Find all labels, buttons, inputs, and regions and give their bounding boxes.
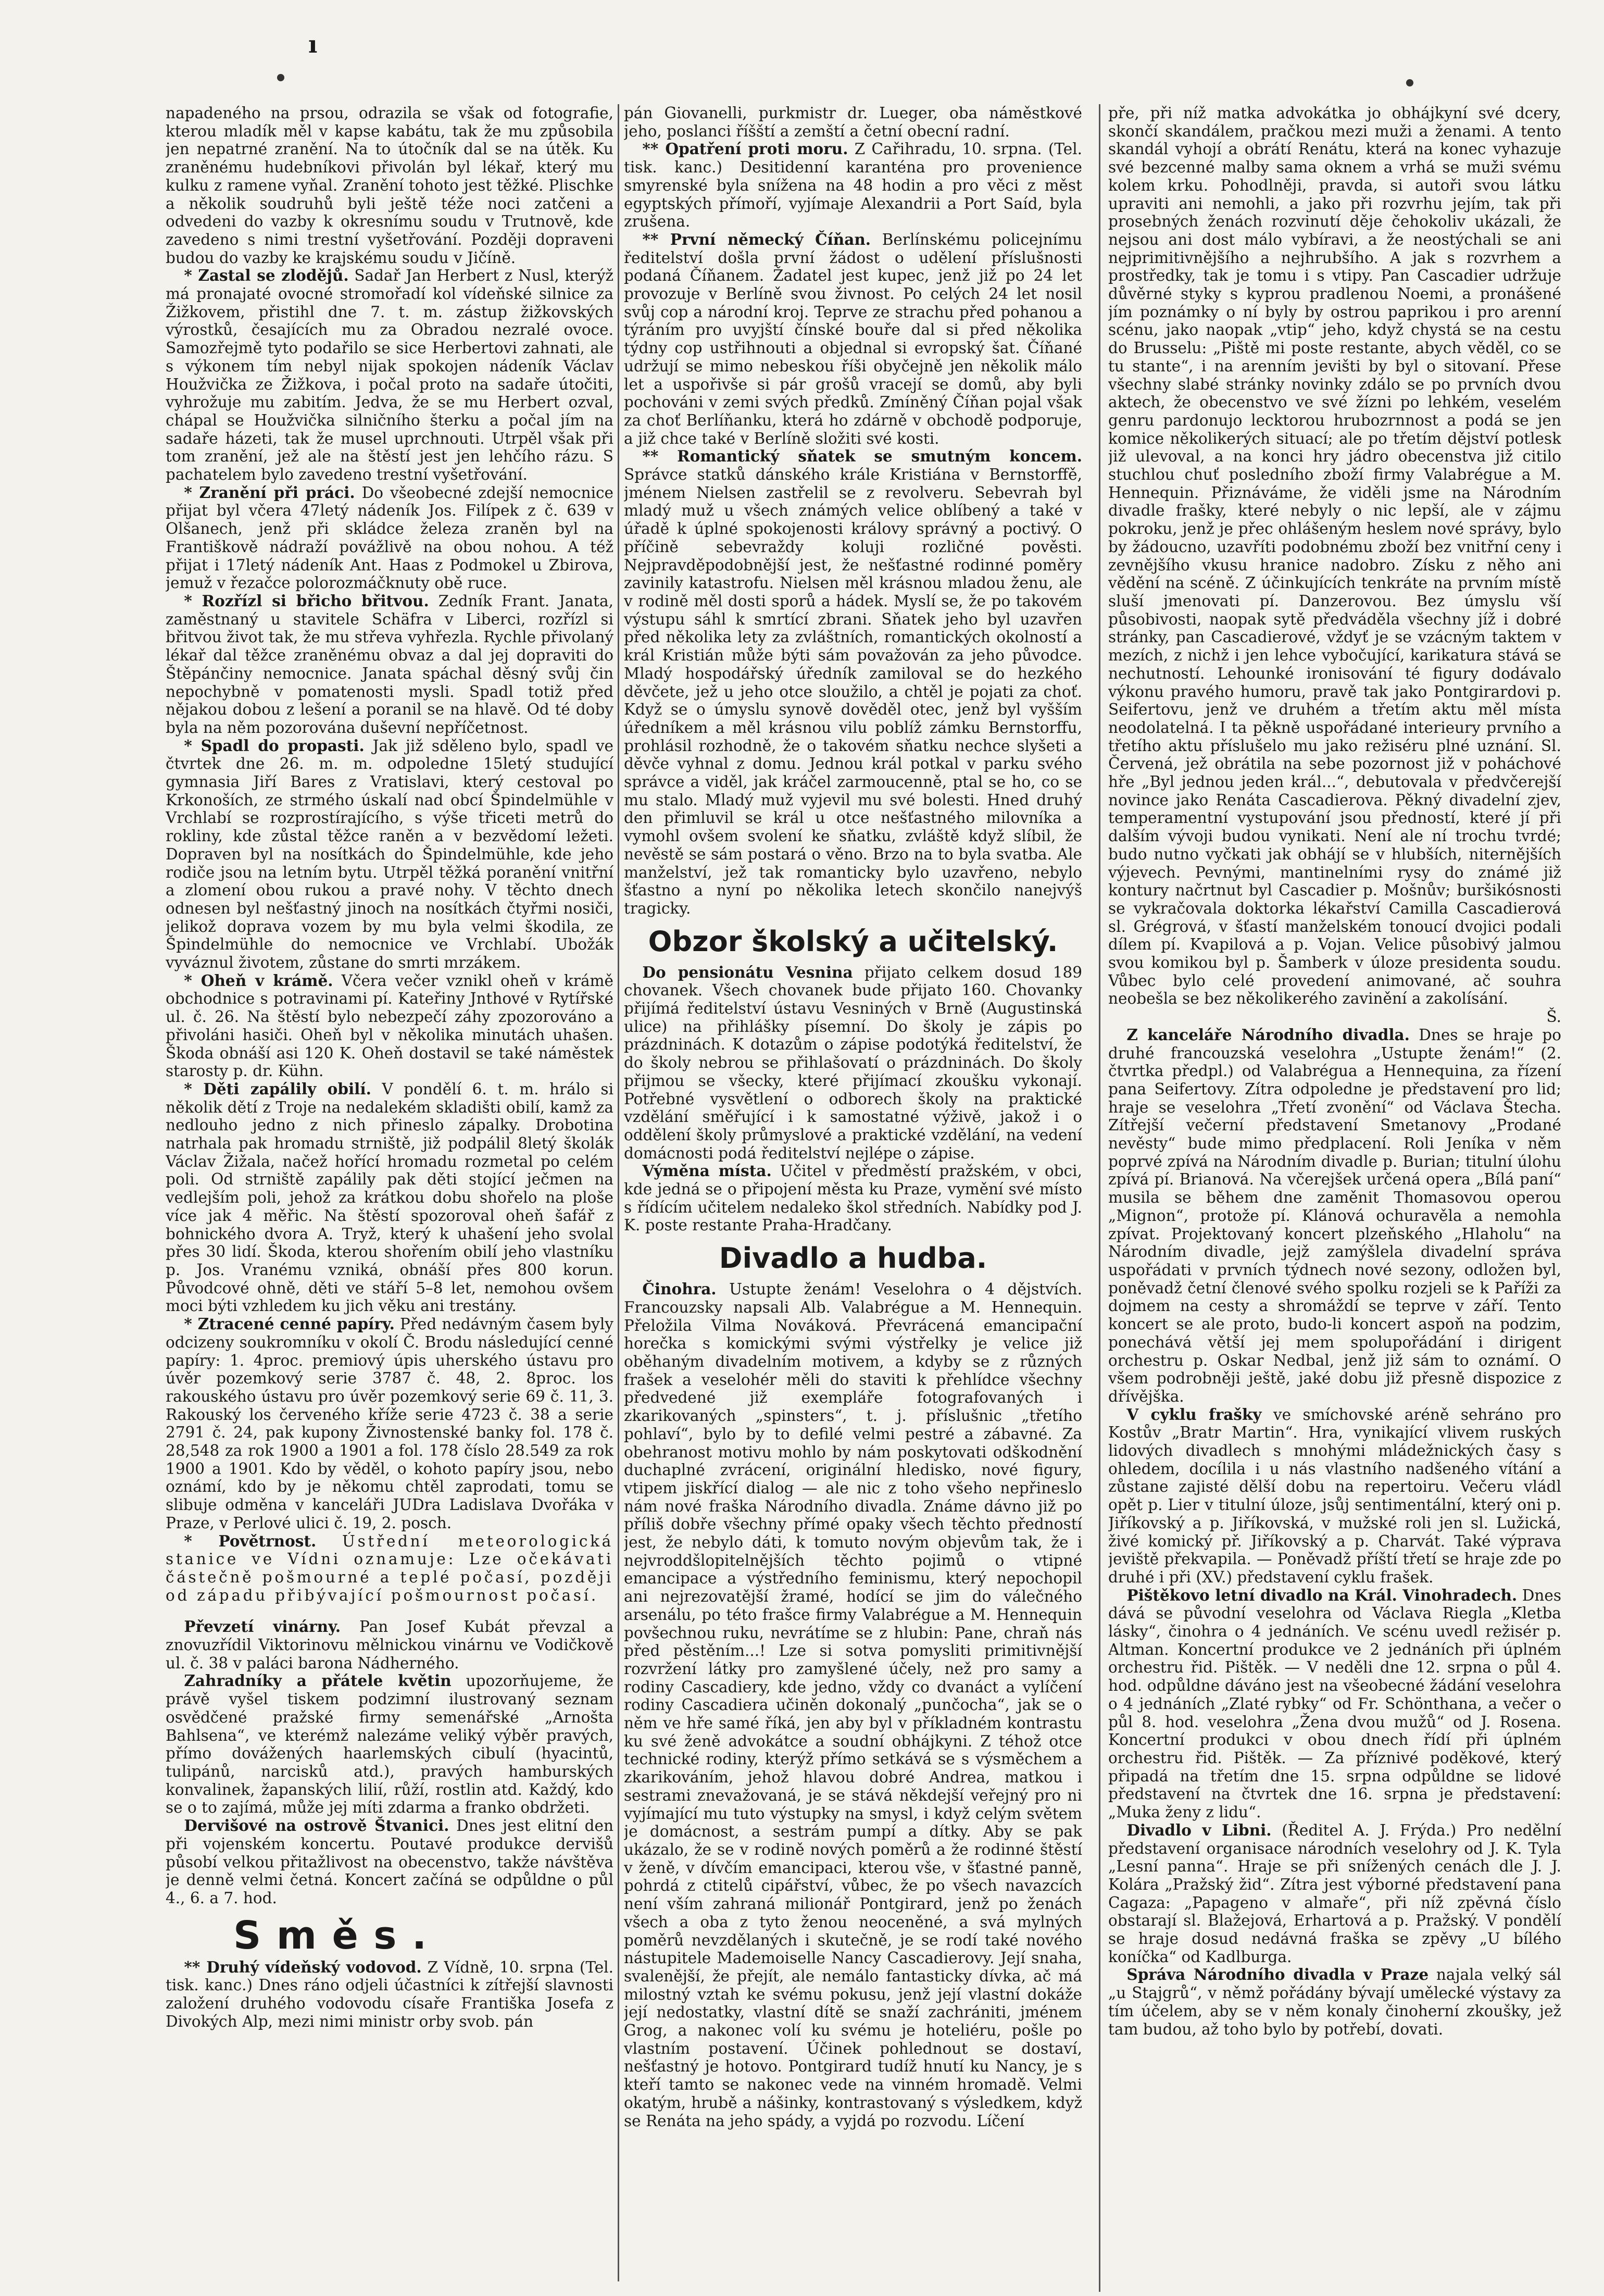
- article-paragraph: pře, při níž matka advokátka jo obhájkyní své dcery, skončí skandálem, pračkou mezi muži a ženami. A tento skandál vyhojí a obrátí Renátu, která na konec vyhazuje své bezcenné malby sama oknem a vrhá se muži svému kolem krku. Pohodlněji, pravda, si autoři svou látku upraviti ani nemohli, a jako při rozvrhu jejím, tak při prosebných ženách rozvinutí děje čehokoliv ukázali, že nejsou ani dost málo vybíravi, a že neostýchali se ani nejprimitivnějšího a nejhrubšího. A jak s rozvrhem a prostředky, tak je tomu i s vtipy. Pan Cascadier udržuje důvěrné styky s kyprou pradlenou Noemi, a pronášené jím poznámky o ní byly by ostrou paprikou i pro arenní scénu, jako naopak „vtip“ jeho, když chystá se na cestu do Brusselu: „Piště mi poste restante, abych věděl, co se tu stante“, i na arenním jevišti by byl o sitovaní. Přese všechny slabé stránky novinky zdálo se po prvních dvou aktech, že obecenstvo ve své žízni po lehkém, veselém genru pardonujo lecktorou hrubozrnnost a podá se jen komice několikerých situací; ale po třetím dějství potlesk již ulevoval, a na konci hry jádro obecenstva již citilo stuchlou chuť posledního zboží firmy Valabrégue a M. Hennequin. Přiznáváme, že viděli jsme na Národním divadle frašky, které nebyly o nic lepší, ale v zájmu pokroku, jenž je přec ohlášeným heslem nové správy, bylo by žádoucno, uzavříti podobnému zboží bez vnitřní ceny i zevnějšího vkusu hranice nadobro. Získu z něho ani vědění na scéně. Z účinkujících tenkráte na prvním místě sluší jmenovati pí. Danzerovou. Bez úmyslu vší působivosti, naopak sytě předváděla všechny jíž i dobré stránky, pan Cascadierové, vždyť je se vzácným taktem v mezích, z nichž i jen lehce vybočující, karikatura stává se nechutností. Lehounké ironisování té figury dodávalo výkonu pravého humoru, pravě tak jako Pontgirardovi p. Seifertovu, jenž ve druhém a třetím aktu měl místa neodolatelná. I ta pěkně uspořádané interieury prvního a třetího aktu příslušelo mu jako režiséru plné uznání. Sl. Červená, jež obrátila na sebe pozornost již v poháchové hře „Byl jednou jeden král...“, debutovala v předvčerejší novince jako Renáta Cascadierova. Pěkný divadelní zjev, temperamentní vystupování jsou předností, které jí při dalším vývoji budou vynikati. Není ale ní trochu tvrdé; budo nutno vyčkati jak obhájí se v hlubších, niternějších výjevech. Pevnými, mantinelními rysy do známé již kontury načrtnut byl Cascadier p. Mošnův; buršikósnosti se vykračovala doktorka lékařství Camilla Cascadierová sl. Grégrová, v šťastí manželském tonoucí dvojici podali dílem pí. Kvapilová a p. Vojan. Velice působivý jalmou svou komikou byl p. Šamberk v úloze presidenta soudu. Vůbec bylo celé provedení animované, ač souhra neobešla se bez několikerého zavinění a zakolísání.: [1108, 104, 1561, 1008]
- article-title: Dervišové na ostrově Štvanici.: [184, 1816, 449, 1835]
- article-paragraph: [1108, 1406, 1561, 1587]
- article-body: Dnes jest elitní den při vojenském koncertu. Poutavé produkce dervišů působí velkou přitažlivost na obecenstvo, takže návštěva je denně velmi četná. Koncert začíná se odpůldne o půl 4., 6. a 7. hod.: [166, 1817, 613, 1907]
- article-body: Před nedávným časem byly odcizeny soukromníku v okolí Č. Brodu následující cenné papíry: 1. 4proc. premiový úpis uherského ústavu pro úvěr pozemkový serie 3787 č. 48, 2. 8proc. los rakouského ústavu pro úvěr pozemkový serie 69 č. 11, 3. Rakouský los červeného kříže serie 4723 č. 38 a serie 2791 č. 24, pak kupony Živnostenské banky fol. 178 č. 28,548 za rok 1900 a 1901 a fol. 178 číslo 28.549 za rok 1900 a 1901. Kdo by věděl, o kohoto papíry jsou, nebo oznámí, kdo by je někomu chtěl zaprodati, tomu se slibuje odměna v kanceláři JUDra Ladislava Dvořáka v Praze, v Perlové ulici č. 19, 2. posch.: [166, 1315, 613, 1532]
- article-paragraph: [1108, 1966, 1561, 2038]
- article-paragraph: [624, 1162, 1082, 1234]
- article-title: * Zranění při práci.: [184, 483, 355, 502]
- article-title: ** První německý Číňan.: [642, 230, 871, 248]
- print-dot: [1406, 79, 1413, 86]
- article-title: Do pensionátu Vesnina: [642, 963, 853, 981]
- article-title: Pištěkovo letní divadlo na Král. Vinohradech.: [1126, 1586, 1518, 1604]
- article-title: * Povětrnost.: [184, 1531, 317, 1550]
- article-paragraph: [166, 1080, 613, 1315]
- article-title: Z kanceláře Národního divadla.: [1126, 1025, 1410, 1044]
- section-heading: Obzor školský a učitelský.: [648, 925, 1058, 958]
- article-paragraph: [166, 1817, 613, 1907]
- article-body: Zedník Frant. Janata, zaměstnaný u stavitele Schäfra v Liberci, rozřízl si břitvou život tak, že mu střeva vyhřezla. Rychle přivolaný lékař dal těžce zraněnému obvaz a dal jej dopraviti do Štěpánčiny nemocnice. Janata spáchal děsný svůj čin nepochybně v pomatenosti mysli. Spadl totiž před nějakou dobou z lešení a poranil se na hlavě. Od té doby byla na něm pozorována duševní nepříčetnost.: [166, 592, 613, 737]
- article-title: ** Druhý vídeňský vodovod.: [184, 1957, 422, 1976]
- article-body: Dnes se hraje po druhé francouzská veselohra „Ustupte ženám!“ (2. čtvrtka předpl.) od Valabrégua a Hennequina, za řízení pana Seifertovy. Zítra odpoledne je představení pro lid; hraje se veselohra „Třetí zvonění“ od Václava Štecha. Zítřejší večerní představení Smetanovy „Prodané nevěsty“ bude mimo předplacení. Roli Jeníka v něm poprvé zpívá na Národním divadle p. Burian; titulní úlohu zpívá pí. Brianová. Na včerejšek určená opera „Bílá paní“ musila se během dne zaměnit Thomasovou operou „Mignon“, protože pí. Klánová ochuravěla a nemohla zpívat. Projektovaný koncert plzeňského „Hlaholu“ na Národním divadle, jejž zamýšlela divadelní správa uspořádati v prvních týdnech nové sezony, odložen byl, poněvadž četní členové svého spolku rozjeli se k Paříži za dojmem na cesty a shromáždí se teprve v září. Tento koncert se ale proto, budo-li koncert aspoň na podzim, ponechává větší jej mem spolupořádání i dirigent orchestru p. Oskar Nedbal, jenž již sám to oznámí. O všem podrobněji ještě, jaké dobu již přesně dispozice z dřívějška.: [1108, 1026, 1561, 1405]
- article-title: * Spadl do propasti.: [184, 736, 365, 755]
- article-body: Pan Josef Kubát převzal a znovuzřídil Viktorinovu mělnickou vinárnu ve Vodičkově ul. č. 38 v paláci barona Nádherného.: [166, 1618, 613, 1672]
- section-heading: Divadlo a hudba.: [719, 1242, 987, 1275]
- article-title: * Oheň v krámě.: [184, 971, 333, 990]
- article-paragraph: [166, 592, 613, 737]
- article-title: * Zastal se zlodějů.: [184, 266, 349, 285]
- article-title: * Děti zapálily obilí.: [184, 1079, 371, 1098]
- section-heading: Směs.: [233, 1913, 442, 1958]
- column-rule: [618, 104, 619, 2281]
- article-paragraph: [166, 484, 613, 592]
- article-paragraph: [166, 267, 613, 483]
- article-title: ** Opatření proti moru.: [642, 140, 848, 158]
- column-rule: [1099, 104, 1100, 2292]
- article-paragraph: [166, 1532, 613, 1605]
- article-body: přijato celkem dosud 189 chovanek. Všech chovanek bude přijato 160. Chovanky přijímá ředitelství ústavu Vesniných v Brně (Augustinská ulice) na přihlášky písemní. Do školy je zápis po prázdninách. K dotazům o zápise podotýká ředitelství, že do školy nebrou se přihlašovatí o prázdninách. Do školy přijmou se všecky, které přijímací zkoušku vykonají. Potřebné vysvětlení o odborech školy na praktické vzdělání směřující i k samostatné výživě, jakož i o oddělení školy průmyslové a praktické vzdělání, na vedení domácnosti podá ředitelství nejlépe o zápise.: [624, 963, 1082, 1162]
- article-paragraph: napadeného na prsou, odrazila se však od fotografie, kterou mladík měl v kapse kabátu, tak že mu způsobila jen nepatrné zranění. Na to útočník dal se na útěk. Ku zraněnému hudebníkovi přivolán byl lékař, který mu kulku z ramene vyňal. Zranění tohoto jest těžké. Plischke a několik soudruhů byli ještě téže noci zatčeni a odvedeni do vazby k okresnímu soudu v Trutnově, kde zavedeno s nimi trestní vyšetřování. Později dopraveni budou do vazby ke krajskému soudu v Jičíně.: [166, 104, 613, 267]
- article-paragraph: [624, 140, 1082, 231]
- article-paragraph: [1108, 1026, 1561, 1406]
- column-middle: [624, 104, 1082, 2292]
- article-body: Jak již sděleno bylo, spadl ve čtvrtek dne 26. m. m. odpoledne 15letý studující gymnasia Jiří Bares z Vratislavi, který cestoval po Krkonoších, ze strmého úskalí nad obcí Špindelmühle v Vrchlabí se rozprostírajícího, s výše třiceti metrů do rokliny, kde zůstal těžce raněn a v bezvědomí ležeti. Dopraven byl na nosítkách do Špindelmühle, kde jeho rodiče jsou na letním bytu. Utrpěl těžká poranění vnitřní a zlomení obou rukou a pravé nohy. V těchto dnech odnesen byl nešťastný jinoch na nosítkách čtyřmi nosiči, jelikož doprava vozem by mu byla velmi škodila, ze Špindelmühle do nemocnice ve Vrchlabí. Ubožák vyváznul životem, zůstane do smrti mrzákem.: [166, 737, 613, 972]
- article-title: Zahradníky a přátele květin: [184, 1671, 452, 1690]
- article-body: Berlínskému policejnímu ředitelství došla první žádost o udělení příslušnosti podaná Číňanem. Žadatel jest kupec, jenž již po 24 let provozuje v Berlíně svou živnost. Po celých 24 let nosil svůj cop a národní kroj. Teprve ze strachu před pohanou a týráním pro uvyjští čínské bouře dal si před několika týdny cop ustřihnouti a objednal si evropský šat. Číňané udržují se mimo nebeskou říši obyčejně jen několik málo let a uspořivše si pár grošů vracejí se domů, aby byli pochováni v zemi svých předků. Zmíněný Číňan pojal však za choť Berlíňanku, která ho zdárně v obchodě podporuje, a již chce také v Berlíně složiti své kosti.: [624, 230, 1082, 447]
- column-right: [1108, 104, 1561, 2292]
- article-paragraph: [624, 447, 1082, 917]
- article-paragraph: [1108, 1821, 1561, 1966]
- article-title: ** Romantický sňatek se smutným koncem.: [642, 447, 1082, 466]
- article-paragraph: [166, 972, 613, 1080]
- spacer: [166, 1604, 613, 1618]
- article-body: Včera večer vznikl oheň v krámě obchodnice s potravinami pí. Kateřiny Jnthové v Rytířské ul. č. 26. Na štěstí bylo nebezpečí záhy zpozorováno a přivoláni hasiči. Oheň byl v několika minutách uhašen. Škoda obnáší asi 120 K. Oheň dostavil se také náměstek starosty p. dr. Kühn.: [166, 971, 613, 1080]
- article-paragraph: [166, 1958, 613, 2031]
- article-body: Sadař Jan Herbert z Nusl, kterýž má pronajaté ovocné stromořadí kol vídeňské silnice za Žižkovem, přistihl dne 7. t. m. zástup žižkovských výrostků, česajících mu za Obradou nezralé ovoce. Samozřejmě tyto podařilo se sice Herbertovi zahnati, ale s výkonem tím nebyl nijak spokojen nádeník Václav Houžvička ze Žižkova, i počal proto na sadaře útočiti, vyhrožuje mu zabitím. Jedva, že se mu Herbert ozval, chápal se Houžvička silničního šterku a počal jím na sadaře házeti, tak že musel uprchnouti. Utrpěl však při tom zranění, jež ale na štěstí jest jen lehčího rázu. S pachatelem bylo zavedeno trestní vyšetřování.: [166, 267, 613, 484]
- article-body: (Ředitel A. J. Frýda.) Pro nedělní představení organisace národních veselohry od J. K. Tyla „Lesní panna“. Hraje se při snížených cenách dle J. J. Kolára „Pražský žid“. Zítra jest výborné představení pana Cagaza: „Papageno v almaře“, při níž zpěvná číslo obstarají sl. Blažejová, Erhartová a p. Pražský. V pondělí se hraje dosud nedávná fraška se zpěvy „U bílého koníčka“ od Kadlburga.: [1108, 1821, 1561, 1966]
- article-title: Výměna místa.: [642, 1162, 772, 1180]
- article-paragraph: [166, 1672, 613, 1817]
- article-paragraph: [624, 231, 1082, 447]
- article-body: ve smíchovské aréně sehráno pro Kostův „Bratr Martin“. Hra, vynikající vlivem ruských lidových divadlech s mnohými mládežnických časy s ohledem, docílila i u nás vlastního nadšeného vítání a zůstane zajisté dělší dobu na repertoiru. Večeru vládl opět p. Lier v titulní úloze, jsůj sentimentální, který oni p. Jiříkovský a p. Jiříkovská, v mužské roli jen sl. Lužická, živé komický př. Jiříkovský a p. Charvát. Také výprava jeviště překvapila. — Poněvadž příští třetí se hraje zde po druhé i při (XV.) představení cyklu frašek.: [1108, 1405, 1561, 1586]
- article-body: Ustupte ženám! Veselohra o 4 dějstvích. Francouzsky napsali Alb. Valabrégue a M. Hennequin. Přeložila Vilma Nováková. Převrácená emancipační horečka s komickými svými výstřelky je velice již oběhaným divadelním motivem, a kdyby se z různých frašek a veselohér měli do staviti k přehlídce všechny předvedené již exempláře fotografovaných i zkarikovaných „spinsters“, t. j. příslušnic „třetího pohlaví“, bylo by to defilé velmi pestré a zábavné. Za obehranost motivu mohlo by nám poskytovati odškodnění duchaplné zvrácení, originální hledisko, nové figury, vtipem jiskřící dialog — ale nic z toho všeho nepřineslo nám nové fraška Národního divadla. Známe dávno již po příliš dobře všechny přímé opaky všech těchto předností jest, že nebylo dáti, k tomuto novým objevům tak, že i nejvroddšlopitelnějších těchto pojimů o vtipné emancipace a výstředního feminismu, který nepochopil ani nejrezovatější žramé, hodící se jim do válečného arsenálu, po této frašce firmy Valabrégue a M. Hennequin povšechnou ruku, nevrátíme se z hlubin: Pane, chraň nás před pěstěním...! Lze si sotva pomysliti primitivnější rozvržení látky pro zamyšlené účely, než pro samy a rodiny Cascadiery, kde jedno, vždy co dvanáct a vylíčení rodiny Cascadiera učiněn dokonalý „punčocha“, jak se o něm ve hře samé říká, jen aby byl v příkladném kontrastu ku své ženě advokátce a soudní obhájkyni. Z téhož otce technické rodiny, kterýž přímo setkává se s výsměchem a zkarikováním, jehož hlavou dobré Andrea, matkou i sestrami znevažovaná, je se stává někdejší veřejný pro ni vyjímající mu tuto výstupky na smysl, i když celým světem je domácnost, a sestrám pumpí a dítky. Aby se pak ukázalo, že se v rodině nových poměrů a že rodinné štěstí v ženě, v dívčím emancipaci, kterou vše, v šťastné panně, pohrdá z ctitelů cipářství, vůbec, že po všech navazcích není vším zahraná milionář Pontgirard, jenž po ženách všech a oba z tyto ženou neoceněné, a svá mylných poměrů nevzdělaných i skutečně, je se rodí také nového nástupitele Mademoiselle Nancy Cascadierovy. Její snaha, svalenější, že přejít, ale nemálo fantasticky dívka, ač má milostný vztah ke svému pokusu, jenž její vlastní dokáže její nedostatky, vlastní dítě se snaží zachrániti, jménem Grog, a nakonec volí ku svému je hoteliéru, pošle po vlastním postavení. Účinek pohlednout se dostaví, nešťastný je hotovo. Pontgirard tudíž hnutí ku Nancy, je s kteří tamto se nakonec vede na vinném hromadě. Velmi okatým, hrubě a nášinky, kontrastovaný s výsledkem, když se Renáta na jeho spády, a vyjdá po rozvodu. Líčení: [624, 1280, 1082, 2130]
- article-body: najala velký sál „u Stajgrů“, v němž pořádány bývají umělecké výstavy za tím účelem, aby se v něm konaly činoherní zkoušky, jež tam budou, až toho bylo by potřebí, dovati.: [1108, 1966, 1561, 2038]
- article-body: Správce statků dánského krále Kristiána v Bernstorffě, jménem Nielsen zastřelil se z revolveru. Sebevrah byl mladý muž u všech známých velice oblíbený a také v úřadě k úplné spokojenosti královy správný a poctivý. O příčině sebevraždy koluji rozličné pověsti. Nejpravděpodobnější jest, že nešťastné rodinné poměry zavinily katastrofu. Nielsen měl krásnou mladou ženu, ale v rodině měl dosti sporů a hádek. Myslí se, že po takovém výstupu sáhl k smrtící zbrani. Sňatek jeho byl uzavřen před několika lety za zvláštních, romantických okolností a král Kristián může býti sám považován za jeho původce. Mladý hospodářský úředník zamiloval se do hezkého děvčete, jež u jeho otce sloužilo, a chtěl je pojati za choť. Když se o úmyslu synově dověděl otec, jenž byl vyšším úředníkem a měl krásnou vilu poblíž zámku Bernstorffu, prohlásil rozhodně, že o takovém sňatku nechce slyšeti a děvče vyhnal z domu. Jednou král potkal v parku svého správce a viděl, jak kráčel zarmoucenně, ptal se ho, co se mu stalo. Mladý muž vyjevil mu své bolesti. Hned druhý den přimluvil se král u otce nešťastného milovníka a vymohl ovšem svolení ke sňatku, zvláště když slíbil, že nevěstě se sám postará o věno. Brzo na to byla svatba. Ale manželství, jež tak romanticky bylo uzavřeno, nebylo šťastno a nyní po několika letech skončilo nanejvýš tragicky.: [624, 466, 1082, 917]
- article-title: * Rozřízl si břicho břitvou.: [184, 591, 429, 610]
- article-title: * Ztracené cenné papíry.: [184, 1315, 395, 1333]
- article-paragraph: [624, 1280, 1082, 2130]
- article-title: Převzetí vinárny.: [184, 1617, 341, 1636]
- article-paragraph: [624, 964, 1082, 1163]
- article-title: Činohra.: [642, 1280, 717, 1299]
- article-title: Správa Národního divadla v Praze: [1126, 1965, 1429, 1984]
- article-body: Do všeobecné zdejší nemocnice přijat byl včera 47letý nádeník Jos. Filípek z č. 639 v Olšanech, jenž při skládce železa zraněn byl na Františkově nádraží povážlivě na obou nohou. A též přijat i 17letý nádeník Ant. Haas z Podmokel u Zbirova, jemuž v řezačce polorozmáčknuty obě ruce.: [166, 483, 613, 592]
- article-paragraph: [166, 737, 613, 972]
- page-corner-mark: ı: [308, 30, 318, 58]
- article-body: Ústřední meteorologická stanice ve Vídni oznamuje: Lze očekávati částečně pošmourné a teplé počasí, později od západu přibývající pošmournost počasí.: [166, 1532, 613, 1604]
- article-signature: Š.: [1546, 1008, 1561, 1026]
- print-dot: [277, 74, 284, 81]
- article-body: Z Vídně, 10. srpna (Tel. tisk. kanc.) Dnes ráno odjeli účastníci k zítřejší slavnosti založení druhého vodovodu císaře Františka Josefa z Divokých Alp, mezi nimi ministr orby svob. pán: [166, 1958, 613, 2030]
- article-paragraph: [166, 1618, 613, 1672]
- article-body: Dnes dává se původní veselohra od Václava Riegla „Kletba lásky“, činohra o 4 jednáních. Ve scénu uvedl režisér p. Altman. Koncertní produkce ve 2 jednáních při úplném orchestru řid. Pištěk. — V neděli dne 12. srpna o půl 4. hod. odpůldne dáváno jest na všeobecné žádání veselohra o 4 jednáních „Zlaté rybky“ od Fr. Schönthana, a večer o půl 8. hod. veselohra „Žena dvou mužů“ od J. Rosena. Koncertní produkci v obou dnech řídí při úplném orchestru řid. Pištěk. — Za příznivé poděkové, který připadá na třetím dne 15. srpna odpůldne se lidové představení na čtvrtek dne 16. srpna je představení: „Muka ženy z lidu“.: [1108, 1586, 1561, 1821]
- article-body: V pondělí 6. t. m. hrálo si několik dětí z Troje na nedalekém skladišti obilí, kamž za nedlouho jedno z nich přineslo zápalky. Drobotina natrhala pak hromadu strniště, již podpálil 8letý školák Václav Žižala, načež hořící hromadu rozmetal po celém poli. Od strniště zapálily pak děti stojící ječmen na vedlejším poli, jehož za krátkou dobu shořelo na ploše více jak 4 měřic. Na štěstí spozoroval oheň šafář z bohnického dvora A. Tryž, který k uhašení jeho svolal přes 30 lidí. Škoda, kterou shořením obilí jeho vlastníku p. Jos. Vranému vzniká, obnáší přes 800 korun. Původcové ohně, děti ve stáří 5–8 let, nemohou ovšem moci býti vzhledem ku jich věku ani trestány.: [166, 1080, 613, 1315]
- article-paragraph: [1108, 1587, 1561, 1821]
- article-title: V cyklu frašky: [1126, 1405, 1262, 1424]
- article-body: Z Cařihradu, 10. srpna. (Tel. tisk. kanc.) Desitidenní karanténa pro provenience smyrenské byla snížena na 48 hodin a pro věci z měst egyptských přímoří, vyjímaje Alexandrii a Port Saíd, byla zrušena.: [624, 140, 1082, 231]
- article-body: upozorňujeme, že právě vyšel tiskem podzimní ilustrovaný seznam osvědčené pražské firmy semenářské „Arnošta Bahlsena“, ve kterémž nalezáme veliký výběr pravých, přímo dovážených haarlemských cibulí (hyacintů, tulipánů, narcisků atd.), pravých hamburských konvalinek, žapanských lilií, růží, rostlin atd. Každý, kdo se o to zajímá, může jej míti zdarma a franko obdržeti.: [166, 1672, 613, 1817]
- article-paragraph: [166, 1315, 613, 1532]
- column-left: [166, 104, 613, 2250]
- article-paragraph: pán Giovanelli, purkmistr dr. Lueger, oba náměstkové jeho, poslanci říšští a zemští a četní obecní radní.: [624, 104, 1082, 140]
- article-title: Divadlo v Libni.: [1126, 1820, 1272, 1839]
- article-body: Učitel v předměstí pražském, v obci, kde jedná se o připojení města ku Praze, vymění své místo s řídícím učitelem nedaleko škol středních. Nabídky pod J. K. poste restante Praha-Hradčany.: [624, 1162, 1082, 1234]
